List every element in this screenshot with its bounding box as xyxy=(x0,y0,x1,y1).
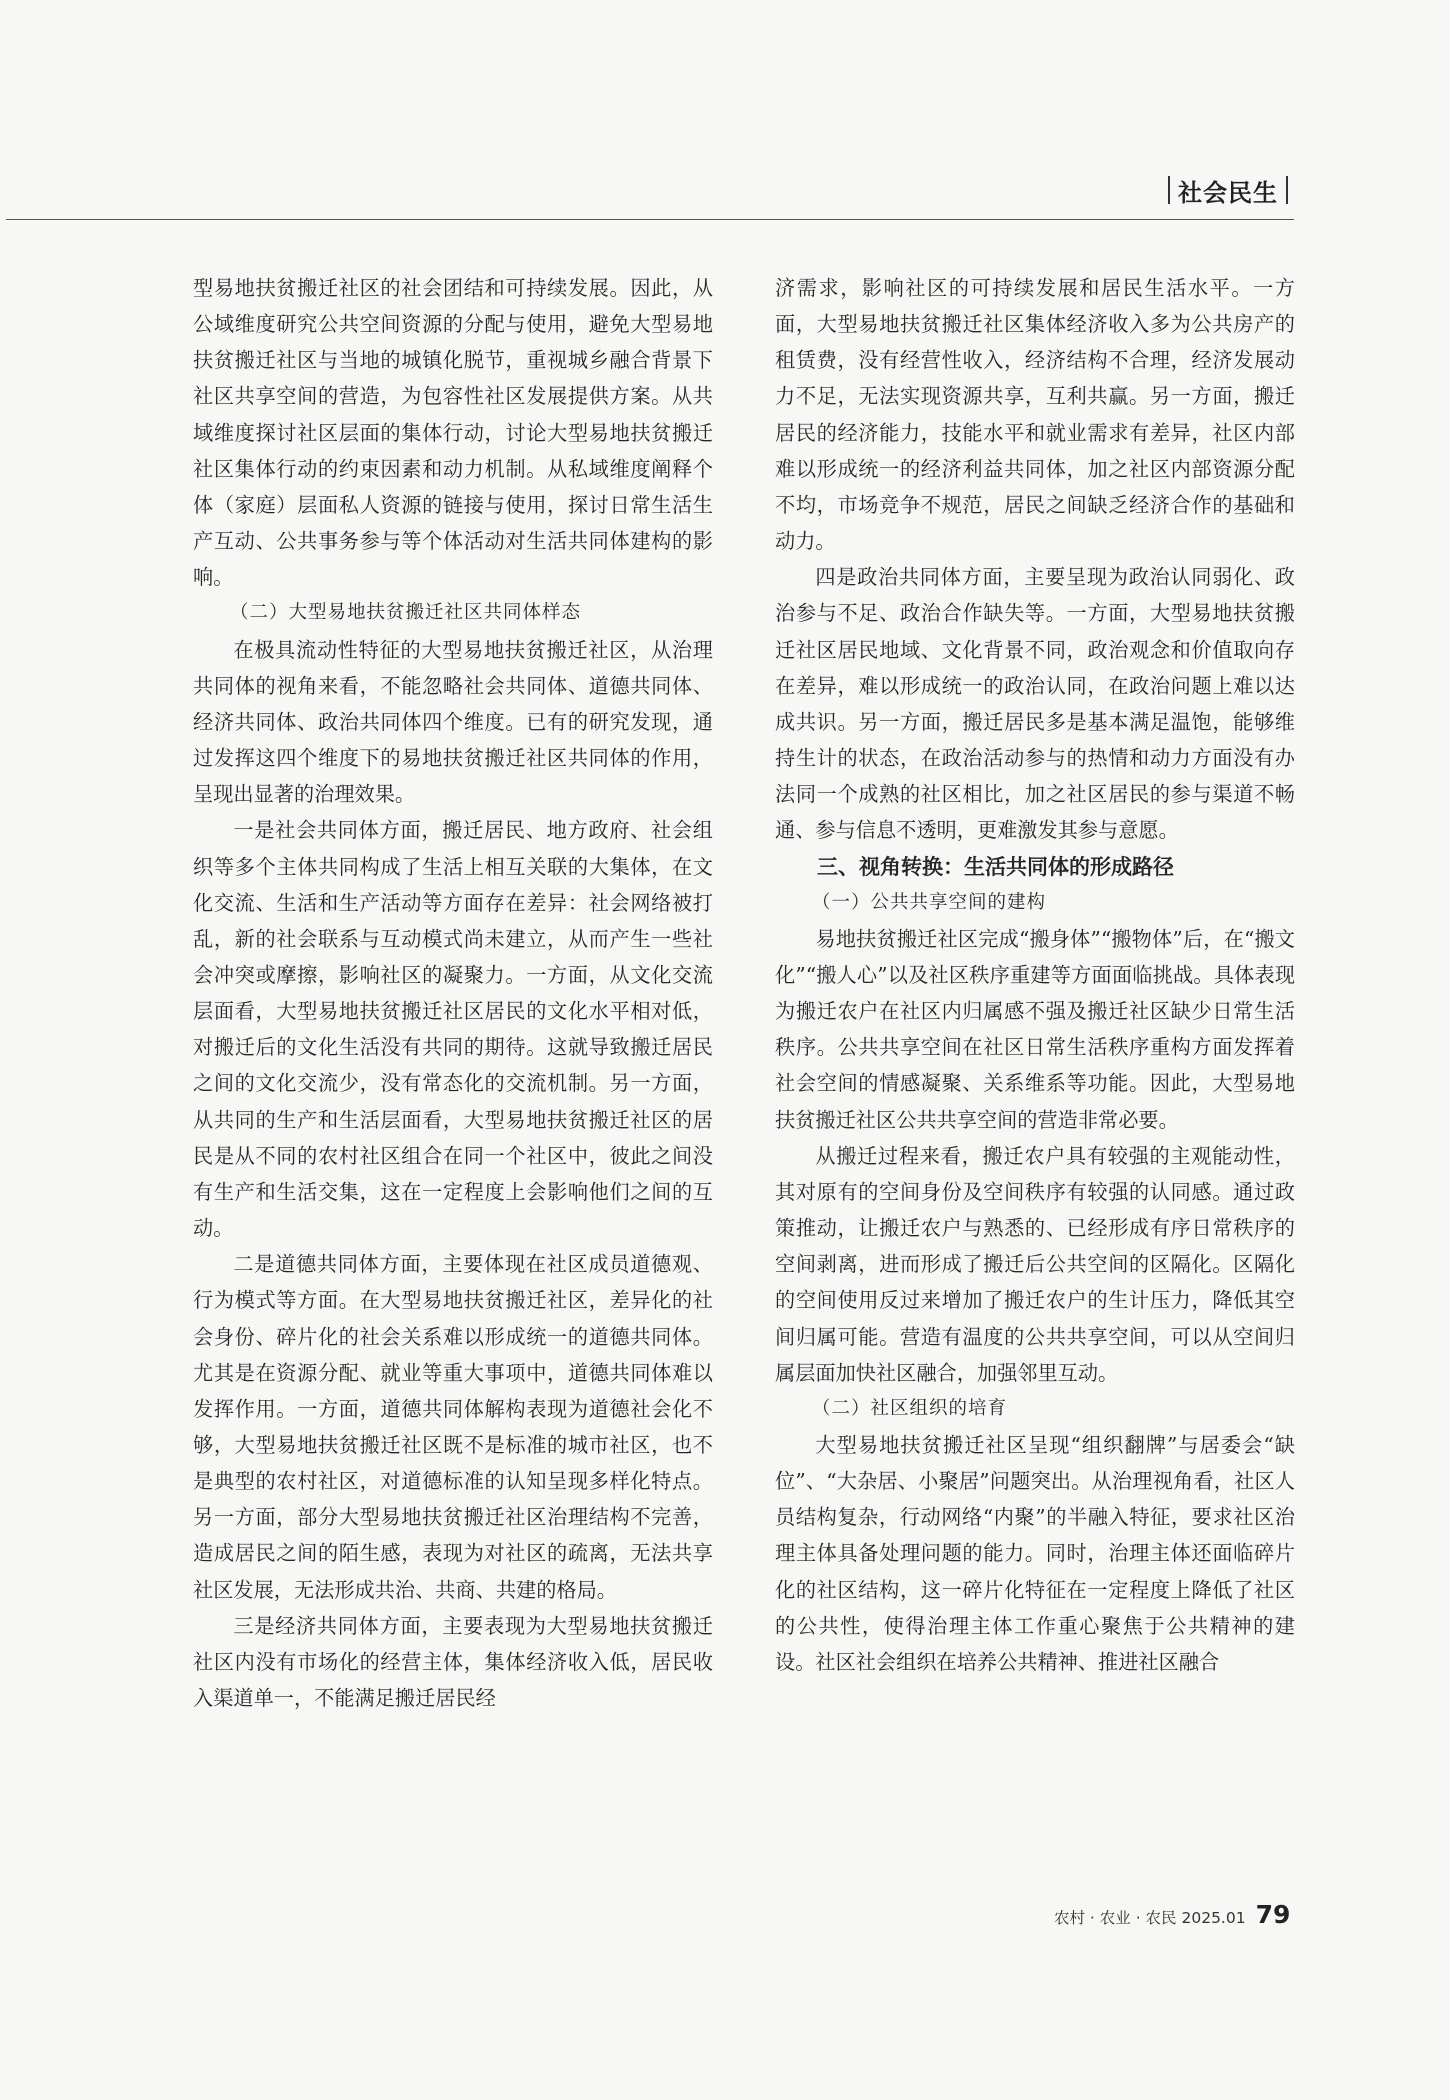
right-paragraph-political-community: 四是政治共同体方面，主要呈现为政治认同弱化、政治参与不足、政治合作缺失等。一方面，大型易地扶贫搬迁社区居民地域、文化背景不同，政治观念和价值取向存在差异，难以形成统一的政治认同，在政治问题上难以达成共识。另一方面，搬迁居民多是基本满足温饱，能够维持生计的状态，在政治活动参与的热情和动力方面没有办法同一个成熟的社区相比，加之社区居民的参与渠道不畅通、参与信息不透明，更难激发其参与意愿。 xyxy=(775,565,1295,843)
right-paragraph-4: 从搬迁过程来看，搬迁农户具有较强的主观能动性，其对原有的空间身份及空间秩序有较强的认同感。通过政策推动，让搬迁农户与熟悉的、已经形成有序日常秩序的空间剥离，进而形成了搬迁后公共空间的区隔化。区隔化的空间使用反过来增加了搬迁农户的生计压力，降低其空间归属可能。营造有温度的公共共享空间，可以从空间归属层面加快社区融合，加强邻里互动。 xyxy=(775,1143,1295,1385)
left-column xyxy=(193,270,713,1716)
header-rule xyxy=(6,219,1294,220)
left-paragraph-moral-community: 二是道德共同体方面，主要体现在社区成员道德观、行为模式等方面。在大型易地扶贫搬迁社区，差异化的社会身份、碎片化的社会关系难以形成统一的道德共同体。尤其是在资源分配、就业等重大事项中，道德共同体难以发挥作用。一方面，道德共同体解构表现为道德社会化不够，大型易地扶贫搬迁社区既不是标准的城市社区，也不是典型的农村社区，对道德标准的认知呈现多样化特点。另一方面，部分大型易地扶贫搬迁社区治理结构不完善，造成居民之间的陌生感，表现为对社区的疏离，无法共享社区发展，无法形成共治、共商、共建的格局。 xyxy=(193,1252,713,1602)
right-column xyxy=(775,270,1295,1680)
subsection-heading-community-organization: （二）社区组织的培育 xyxy=(812,1397,1008,1419)
section-heading-3: 三、视角转换：生活共同体的形成路径 xyxy=(817,854,1174,879)
section-tag-left-bar xyxy=(1168,176,1170,204)
section-title: 社会民生 xyxy=(1178,178,1278,207)
subsection-heading-public-space: （一）公共共享空间的建构 xyxy=(812,891,1047,913)
left-paragraph-social-community: 一是社会共同体方面，搬迁居民、地方政府、社会组织等多个主体共同构成了生活上相互关联的大集体，在文化交流、生活和生产活动等方面存在差异：社会网络被打乱，新的社会联系与互动模式尚未建立，从而产生一些社会冲突或摩擦，影响社区的凝聚力。一方面，从文化交流层面看，大型易地扶贫搬迁社区居民的文化水平相对低，对搬迁后的文化生活没有共同的期待。这就导致搬迁居民之间的文化交流少，没有常态化的交流机制。另一方面，从共同的生产和生活层面看，大型易地扶贫搬迁社区的居民是从不同的农村社区组合在同一个社区中，彼此之间没有生产和生活交集，这在一定程度上会影响他们之间的互动。 xyxy=(193,818,713,1241)
journal-info: 农村 · 农业 · 农民 2025.01 xyxy=(1054,1909,1246,1927)
left-paragraph-2: 在极具流动性特征的大型易地扶贫搬迁社区，从治理共同体的视角来看，不能忽略社会共同体、道德共同体、经济共同体、政治共同体四个维度。已有的研究发现，通过发挥这四个维度下的易地扶贫搬迁社区共同体的作用，呈现出显著的治理效果。 xyxy=(193,637,713,807)
right-paragraph-5: 大型易地扶贫搬迁社区呈现“组织翻牌”与居委会“缺位”、“大杂居、小聚居”问题突出。从治理视角看，社区人员结构复杂，行动网络“内聚”的半融入特征，要求社区治理主体具备处理问题的能力。同时，治理主体还面临碎片化的社区结构，这一碎片化特征在一定程度上降低了社区的公共性，使得治理主体工作重心聚焦于公共精神的建设。社区社会组织在培养公共精神、推进社区融合 xyxy=(775,1433,1295,1674)
subsection-heading-community-forms: （二）大型易地扶贫搬迁社区共同体样态 xyxy=(230,602,582,624)
footer xyxy=(1054,1900,1290,1929)
section-tag xyxy=(1160,170,1296,210)
right-paragraph-1: 济需求，影响社区的可持续发展和居民生活水平。一方面，大型易地扶贫搬迁社区集体经济收入多为公共房产的租赁费，没有经营性收入，经济结构不合理，经济发展动力不足，无法实现资源共享，互利共赢。另一方面，搬迁居民的经济能力，技能水平和就业需求有差异，社区内部难以形成统一的经济利益共同体，加之社区内部资源分配不均，市场竞争不规范，居民之间缺乏经济合作的基础和动力。 xyxy=(775,276,1295,554)
left-paragraph-1: 型易地扶贫搬迁社区的社会团结和可持续发展。因此，从公域维度研究公共空间资源的分配与使用，避免大型易地扶贫搬迁社区与当地的城镇化脱节，重视城乡融合背景下社区共享空间的营造，为包容性社区发展提供方案。从共域维度探讨社区层面的集体行动，讨论大型易地扶贫搬迁社区集体行动的约束因素和动力机制。从私域维度阐释个体（家庭）层面私人资源的链接与使用，探讨日常生活生产互动、公共事务参与等个体活动对生活共同体建构的影响。 xyxy=(193,276,713,590)
right-paragraph-3: 易地扶贫搬迁社区完成“搬身体”“搬物体”后，在“搬文化”“搬人心”以及社区秩序重建等方面面临挑战。具体表现为搬迁农户在社区内归属感不强及搬迁社区缺少日常生活秩序。公共共享空间在社区日常生活秩序重构方面发挥着社会空间的情感凝聚、关系维系等功能。因此，大型易地扶贫搬迁社区公共共享空间的营造非常必要。 xyxy=(775,926,1295,1132)
section-tag-right-bar xyxy=(1286,176,1288,204)
page-number: 79 xyxy=(1255,1900,1291,1929)
left-paragraph-economic-community: 三是经济共同体方面，主要表现为大型易地扶贫搬迁社区内没有市场化的经营主体，集体经济收入低，居民收入渠道单一，不能满足搬迁居民经 xyxy=(193,1613,713,1711)
